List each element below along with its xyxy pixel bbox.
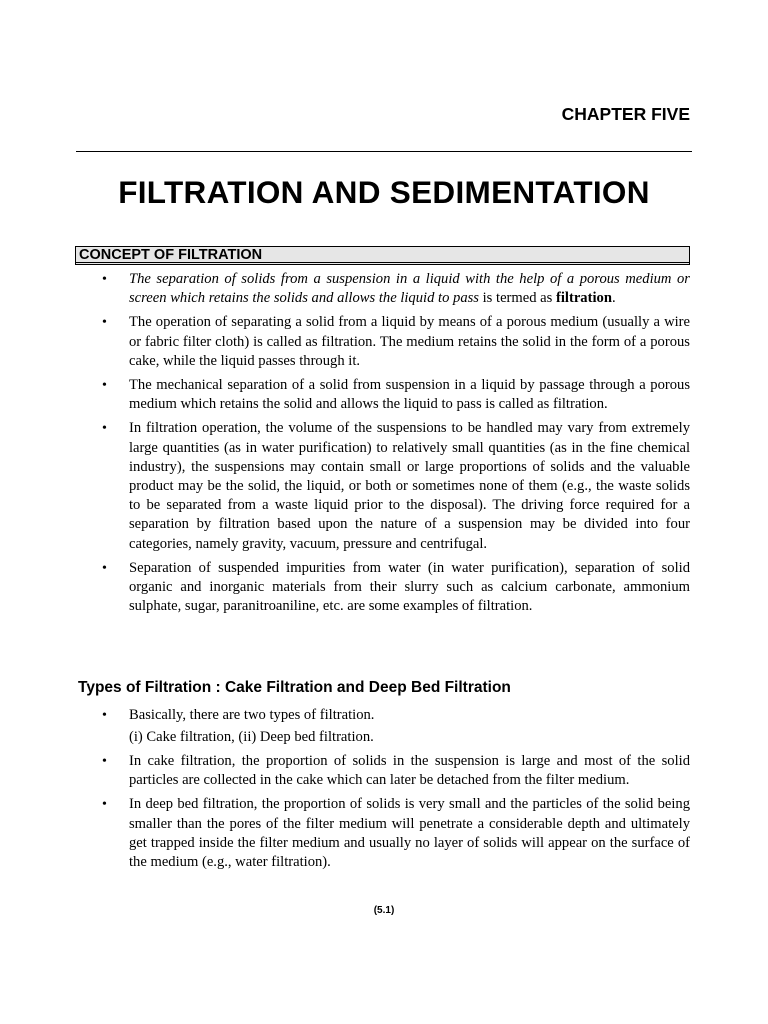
list-item <box>0 270 690 308</box>
types-line: (i) Cake filtration, (ii) Deep bed filtration. <box>129 729 374 745</box>
bullet-text: In deep bed filtration, the proportion of solids is very small and the particles of the solid being smaller than the pores of the filter medium will penetrate a considerable depth and ultimately get trapped inside the filter medium and usually no layer of solids will appear on the surface of the medium (e.g., water filtration). <box>129 796 690 871</box>
section-heading-concept: CONCEPT OF FILTRATION <box>75 246 690 265</box>
page-title: FILTRATION AND SEDIMENTATION <box>118 174 650 210</box>
list-item <box>0 752 690 790</box>
list-item <box>0 313 690 371</box>
header-divider <box>76 151 692 152</box>
bullet-icon: • <box>102 797 107 813</box>
bullet-icon: • <box>102 708 107 723</box>
concept-bullet-list <box>0 270 690 616</box>
bullet-text: In cake filtration, the proportion of solids in the suspension is large and most of the solid particles are collected in the cake which can later be detached from the filter medium. <box>129 753 690 789</box>
chapter-label: CHAPTER FIVE <box>561 104 690 124</box>
page-number: (5.1) <box>373 905 395 916</box>
list-item <box>0 376 690 414</box>
bullet-icon: • <box>102 315 107 331</box>
bullet-icon: • <box>102 272 107 287</box>
bullet-text: The mechanical separation of a solid from suspension in a liquid by passage through a porous medium which retains the solid and allows the liquid to pass is called as filtration. <box>129 377 690 413</box>
bullet-icon: • <box>102 378 107 394</box>
types-bullet-list <box>0 706 690 725</box>
list-item <box>0 559 690 617</box>
definition-italic: The separation of solids from a suspension in a liquid with the help of a porous medium or screen which retains the solids and allows the liquid to pass <box>129 271 690 307</box>
bullet-icon: • <box>102 421 107 437</box>
bullet-text: In filtration operation, the volume of the suspensions to be handled may vary from extremely large quantities (as in water purification) to relatively small quantities (as in the fine chemical industry), the suspensions may contain small or large proportions of solids and the valuable product may be the solid, the liquid, or both or sometimes none of them (e.g., the waste solids to be separated from a waste liquid prior to the disposal). The driving force required for a separation by filtration based upon the nature of a suspension may be divided into four categories, namely gravity, vacuum, pressure and centrifugal. <box>129 420 690 552</box>
list-item <box>0 795 690 872</box>
definition-text: is termed as <box>478 290 556 307</box>
types-detail-list <box>0 752 690 872</box>
section-heading-types: Types of Filtration : Cake Filtration and Deep Bed Filtration <box>78 679 511 696</box>
list-item <box>0 419 690 553</box>
bullet-text: The operation of separating a solid from a liquid by means of a porous medium (usually a wire or fabric filter cloth) is called as filtration. The medium retains the solid in the form of a porous cake, while the liquid passes through it. <box>129 314 690 369</box>
list-item <box>0 706 690 725</box>
bullet-text: Basically, there are two types of filtration. <box>129 707 375 723</box>
definition-term: filtration <box>556 290 612 307</box>
definition-end: . <box>611 290 616 307</box>
bullet-text: Separation of suspended impurities from water (in water purification), separation of solid organic and inorganic materials from their slurry such as calcium carbonate, ammonium sulphate, sugar, paranitroaniline, etc. are some examples of filtration. <box>129 559 690 615</box>
bullet-icon: • <box>102 560 107 576</box>
bullet-icon: • <box>102 754 107 769</box>
